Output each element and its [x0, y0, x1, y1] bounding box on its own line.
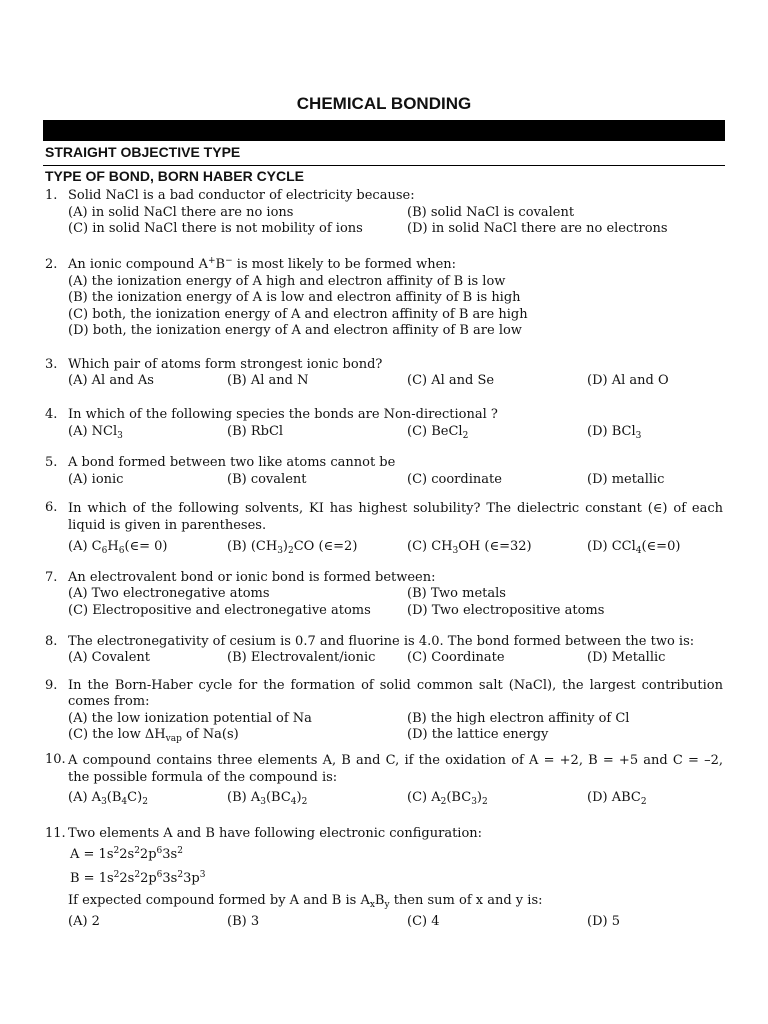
question-text: Two elements A and B have following electronic configuration:	[68, 826, 483, 841]
option-d: (D) the lattice energy	[407, 727, 549, 742]
question-number: 1.	[45, 188, 58, 203]
option-b: (B) RbCl	[227, 424, 284, 439]
question-number: 6.	[45, 500, 58, 515]
option-c: (C) $A_2(BC_3)_2$	[407, 790, 488, 807]
option-c: (C) in solid NaCl there is not mobility of ions	[68, 221, 363, 236]
question-text: A compound contains three elements A, B and C, if the oxidation of A = +2, B = +5 and C = –2, the possible formula of the compound is:	[68, 753, 723, 785]
subsection-title: TYPE OF BOND, BORN HABER CYCLE	[45, 168, 305, 184]
question-text: An electrovalent bond or ionic bond is formed between:	[68, 570, 436, 585]
question-number: 10.	[45, 752, 66, 767]
option-a: (A) $A_3(B_4C)_2$	[68, 790, 148, 807]
option-b: (B) the high electron affinity of Cl	[407, 711, 630, 726]
option-c: (C) 4	[407, 914, 440, 929]
option-a: (A) 2	[68, 914, 100, 929]
question-number: 2.	[45, 257, 58, 272]
config-a: $A = 1s^22s^22p^63s^2$	[70, 846, 183, 862]
option-c: (C) $CH_3OH$ (∈=32)	[407, 539, 532, 556]
header-bar	[43, 120, 725, 141]
option-d: (D) 5	[587, 914, 620, 929]
question-number: 9.	[45, 678, 58, 693]
option-b: (B) solid NaCl is covalent	[407, 205, 575, 220]
option-c: (C) coordinate	[407, 472, 502, 487]
question-text-2: If expected compound formed by A and B is $A_xB_y$ then sum of x and y is:	[68, 893, 543, 910]
option-c: (C) BeCl$_2$	[407, 424, 469, 441]
option-c: (C) the low $\Delta H_{vap}$ of Na(s)	[68, 727, 239, 744]
option-d: (D) in solid NaCl there are no electrons	[407, 221, 668, 236]
question-text: In the Born-Haber cycle for the formation of solid common salt (NaCl), the largest contribution comes from:	[68, 678, 723, 709]
section-divider	[43, 165, 725, 166]
config-b: $B = 1s^22s^22p^63s^23p^3$	[70, 870, 206, 886]
option-a: (A) Two electronegative atoms	[68, 586, 270, 601]
option-d: (D) Al and O	[587, 373, 669, 388]
option-b: (B) the ionization energy of A is low and electron affinity of B is high	[68, 290, 521, 305]
question-text: An ionic compound A+B− is most likely to be formed when:	[68, 256, 457, 272]
question-number: 11.	[45, 826, 66, 841]
option-b: (B) 3	[227, 914, 260, 929]
question-text: In which of the following species the bonds are Non-directional ?	[68, 407, 498, 422]
option-b: (B) Electrovalent/ionic	[227, 650, 376, 665]
option-c: (C) both, the ionization energy of A and electron affinity of B are high	[68, 307, 528, 322]
option-a: (A) $C_6H_6(\in= 0)$	[68, 539, 168, 556]
option-d: (D) Two electropositive atoms	[407, 603, 605, 618]
option-d: (D) Metallic	[587, 650, 666, 665]
option-a: (A) Al and As	[68, 373, 154, 388]
question-number: 3.	[45, 357, 58, 372]
option-b: (B) $A_3(BC_4)_2$	[227, 790, 308, 807]
option-a: (A) the low ionization potential of Na	[68, 711, 312, 726]
section-title: STRAIGHT OBJECTIVE TYPE	[45, 144, 241, 160]
option-d: (D) both, the ionization energy of A and electron affinity of B are low	[68, 323, 522, 338]
question-text: Solid NaCl is a bad conductor of electricity because:	[68, 188, 415, 203]
question-number: 5.	[45, 455, 58, 470]
question-number: 8.	[45, 634, 58, 649]
option-b: (B) Al and N	[227, 373, 309, 388]
question-number: 7.	[45, 570, 58, 585]
option-b: (B) covalent	[227, 472, 307, 487]
question-text: The electronegativity of cesium is 0.7 and fluorine is 4.0. The bond formed between the two is:	[68, 634, 695, 649]
option-d: (D) $ABC_2$	[587, 790, 647, 807]
option-b: (B) Two metals	[407, 586, 506, 601]
question-text: A bond formed between two like atoms cannot be	[68, 455, 396, 470]
option-d: (D) BCl$_3$	[587, 424, 642, 441]
option-a: (A) NCl$_3$	[68, 424, 123, 441]
page-title: CHEMICAL BONDING	[296, 94, 472, 113]
question-text: In which of the following solvents, KI has highest solubility? The dielectric constant (∈) of each liquid is given in parentheses.	[68, 501, 723, 533]
option-a: (A) ionic	[68, 472, 124, 487]
question-text: Which pair of atoms form strongest ionic bond?	[68, 357, 383, 372]
option-a: (A) in solid NaCl there are no ions	[68, 205, 294, 220]
question-number: 4.	[45, 407, 58, 422]
option-c: (C) Coordinate	[407, 650, 505, 665]
option-d: (D) metallic	[587, 472, 665, 487]
option-b: (B) $(CH_3)_2CO$ (∈=2)	[227, 539, 358, 556]
option-c: (C) Al and Se	[407, 373, 495, 388]
option-c: (C) Electropositive and electronegative atoms	[68, 603, 371, 618]
option-a: (A) Covalent	[68, 650, 150, 665]
option-d: (D) CCl$_4$(∈=0)	[587, 539, 681, 556]
option-a: (A) the ionization energy of A high and electron affinity of B is low	[68, 274, 506, 289]
